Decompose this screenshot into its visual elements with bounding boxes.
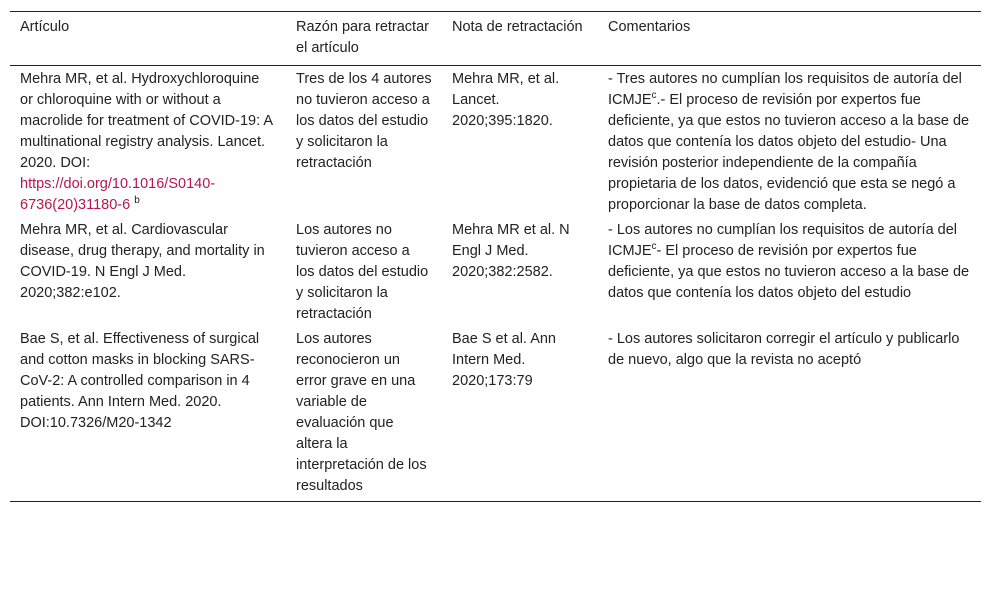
cell-comments: - Los autores solicitaron corregir el artículo y publicarlo de nuevo, algo que la revista no aceptó: [598, 326, 981, 502]
cell-note: Bae S et al. Ann Intern Med. 2020;173:79: [442, 326, 598, 502]
cell-comments: [598, 217, 981, 326]
article-citation: Mehra MR, et al. Hydroxychloroquine or chloroquine with or without a macrolide for treatment of COVID-19: A multinational registry analysis. Lancet. 2020. DOI:: [20, 71, 273, 171]
retraction-table: [10, 11, 981, 502]
header-reason: Razón para retractar el artículo: [286, 12, 442, 66]
table-row: [10, 217, 981, 326]
footnote-marker: b: [134, 195, 140, 207]
cell-comments: [598, 66, 981, 218]
comments-text-end: .- El proceso de revisión por expertos fue deficiente, ya que estos no tuvieron acceso a la base de datos que contenía los datos objeto del estudio- Una revisión posterior independiente de la compañía propietaria de los datos, evidenció que esta se negó a proporcionar la base de datos completa.: [608, 92, 970, 213]
comments-text-start: - Tres autores no cumplían los requisitos de autoría del ICMJE: [608, 71, 962, 108]
header-note: Nota de retractación: [442, 12, 598, 66]
table-header-row: [10, 12, 981, 66]
table-row: [10, 66, 981, 218]
footnote-marker: c: [651, 90, 657, 102]
cell-reason: Los autores no tuvieron acceso a los datos del estudio y solicitaron la retractación: [296, 222, 429, 322]
header-article: Artículo: [10, 12, 286, 66]
header-comments: Comentarios: [598, 12, 981, 66]
retraction-table-container: [10, 11, 981, 502]
cell-note: Mehra MR et al. N Engl J Med. 2020;382:2582.: [452, 222, 570, 280]
doi-link[interactable]: https://doi.org/10.1016/S0140-6736(20)31180-6: [20, 176, 216, 213]
cell-reason: Los autores reconocieron un error grave en una variable de evaluación que altera la interpretación de los resultados: [286, 326, 442, 502]
comments-text-end: - El proceso de revisión por expertos fue deficiente, ya que estos no tuvieron acceso a la base de datos que contenía los datos objeto del estudio: [608, 243, 970, 301]
cell-article: [10, 66, 286, 218]
cell-article: Mehra MR, et al. Cardiovascular disease, drug therapy, and mortality in COVID-19. N Engl J Med. 2020;382:e102.: [20, 222, 265, 301]
table-row: [10, 326, 981, 502]
comments-text-start: - Los autores no cumplían los requisitos de autoría del ICMJE: [608, 222, 958, 259]
cell-note: Mehra MR, et al. Lancet. 2020;395:1820.: [452, 71, 560, 129]
footnote-marker: c: [651, 241, 657, 253]
cell-article: Bae S, et al. Effectiveness of surgical and cotton masks in blocking SARS-CoV-2: A controlled comparison in 4 patients. Ann Intern Med. 2020. DOI:10.7326/M20-1342: [10, 326, 286, 502]
cell-reason: Tres de los 4 autores no tuvieron acceso a los datos del estudio y solicitaron la retractación: [296, 71, 432, 171]
